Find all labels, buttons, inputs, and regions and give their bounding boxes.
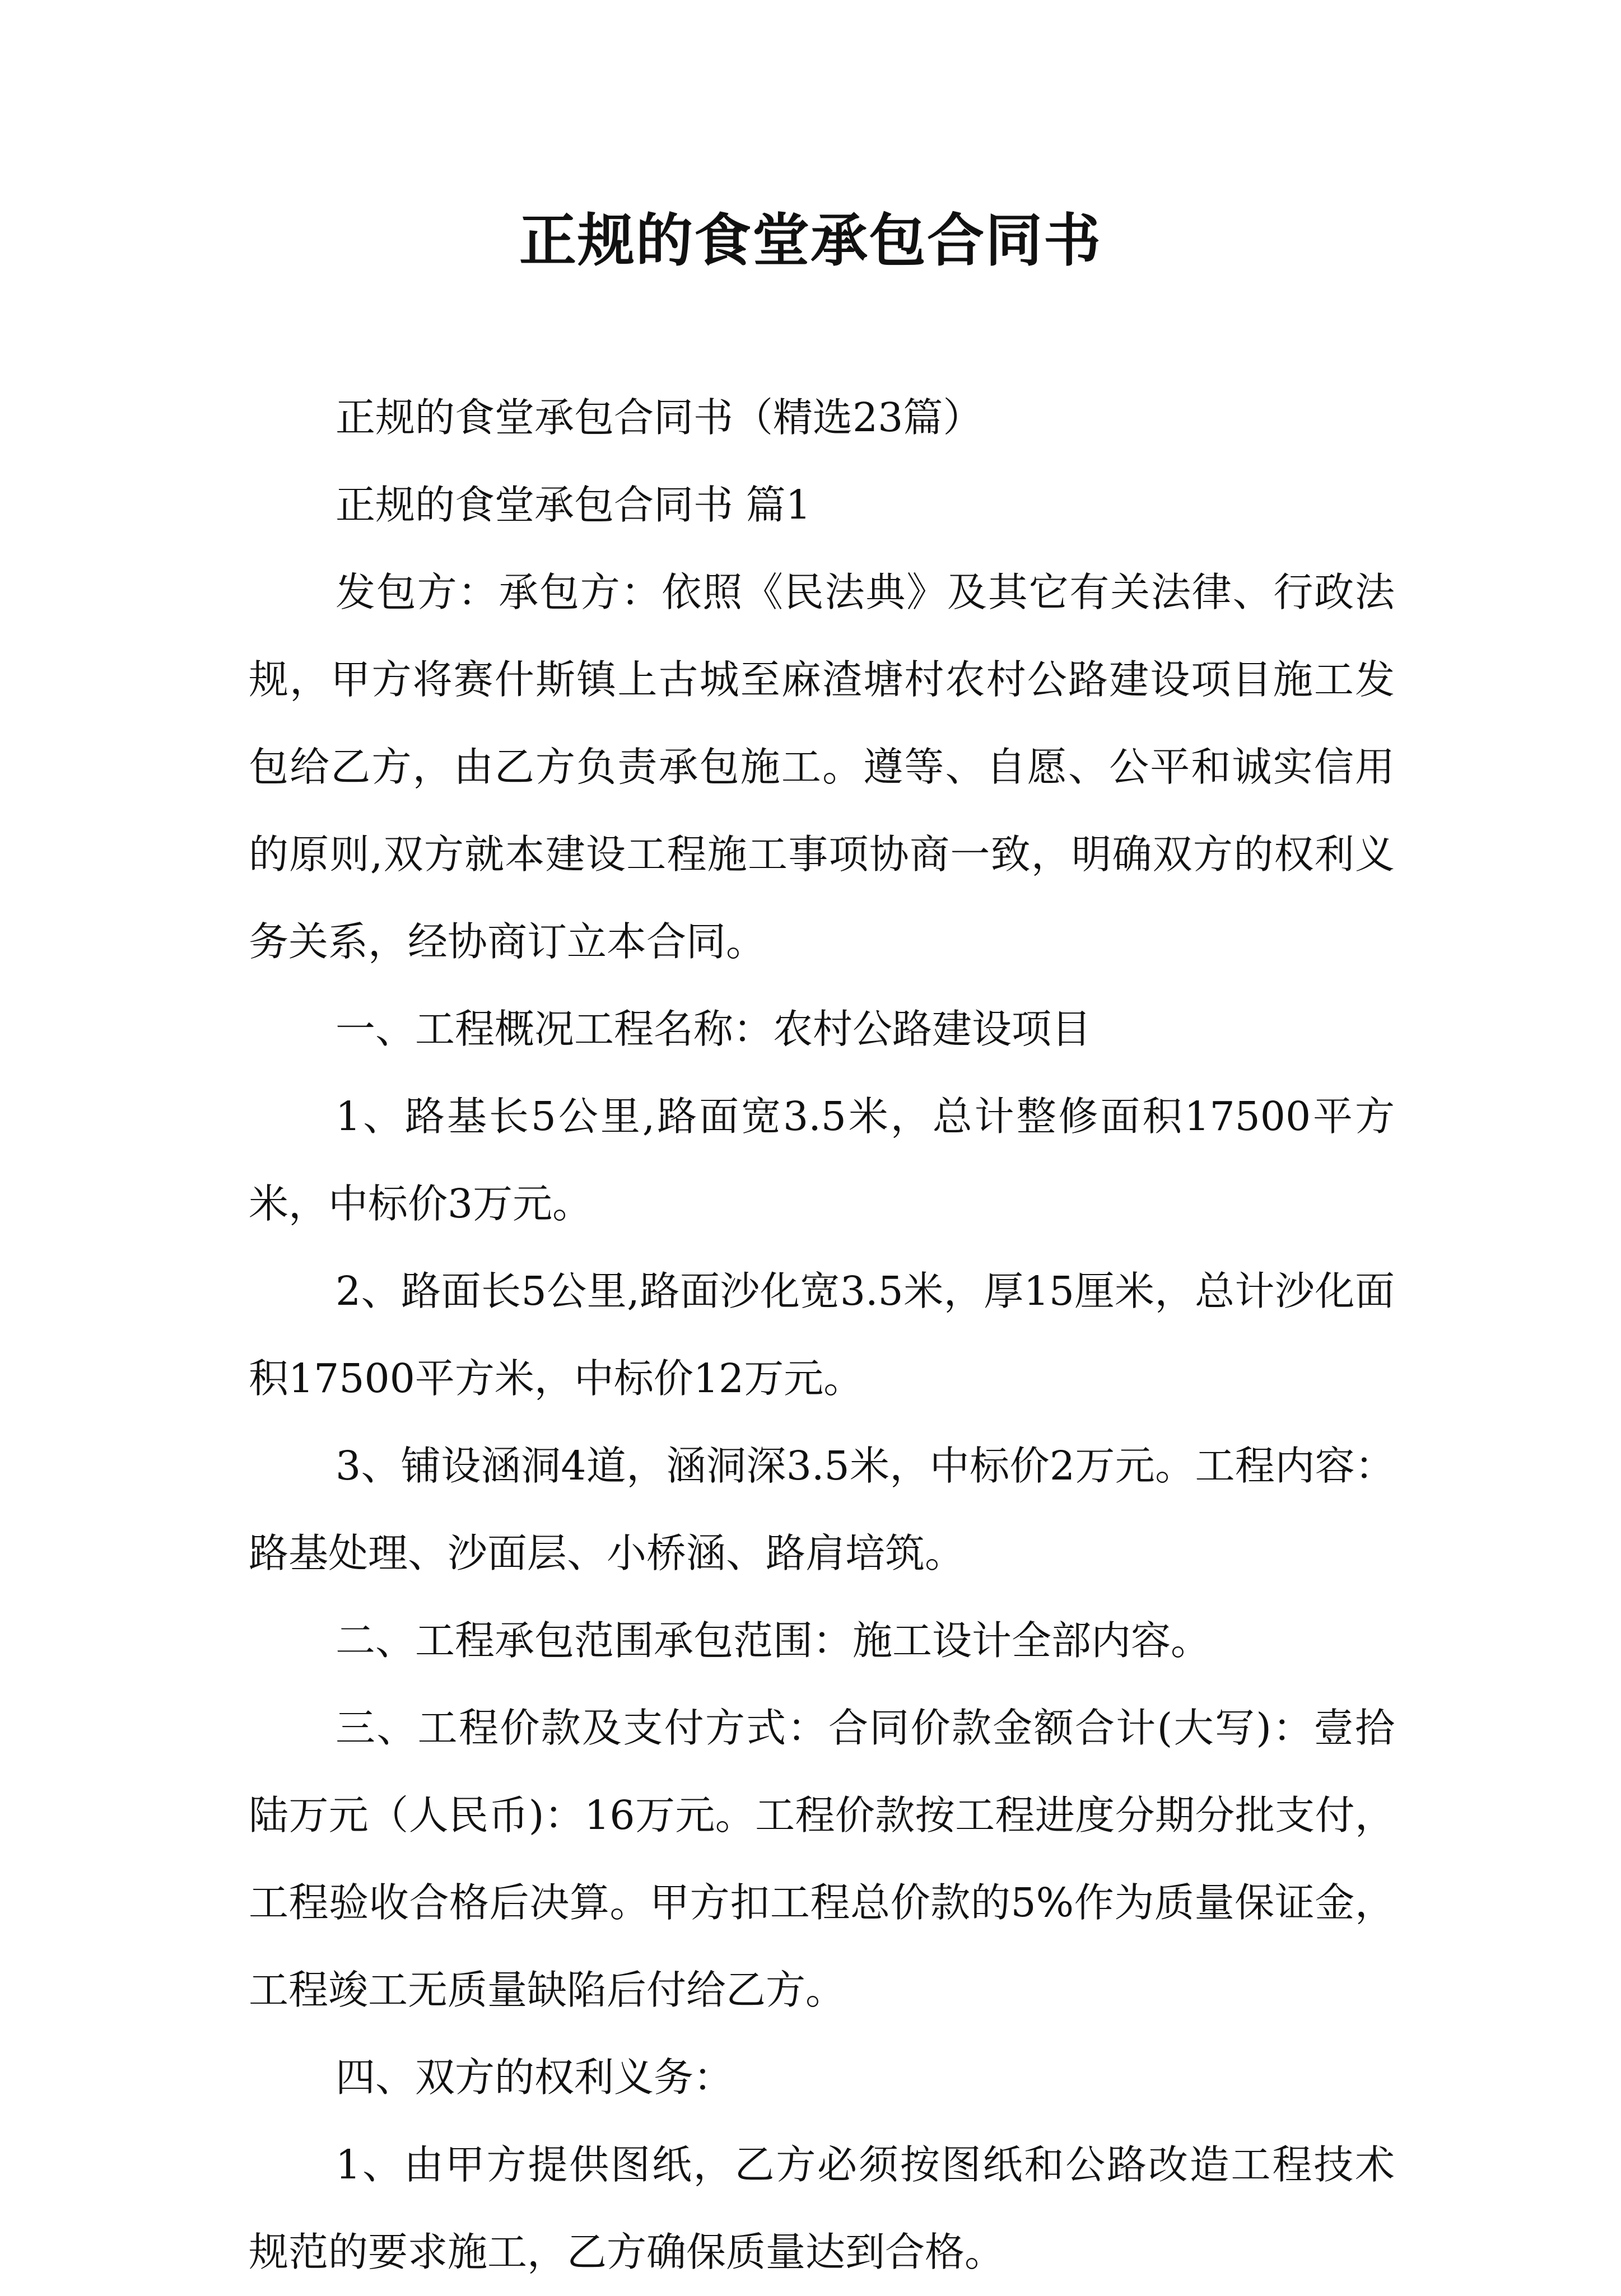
- paragraph-rights-heading: 四、双方的权利义务：: [336, 2054, 734, 2101]
- paragraph-section-heading: 正规的食堂承包合同书 篇1: [336, 482, 811, 528]
- paragraph-intro: 发包方：承包方：依照《民法典》及其它有关法律、行政法规，甲方将赛什斯镇上古城至麻渣塘村农村公路建设项目施工发包给乙方，由乙方负责承包施工。遵等、自愿、公平和诚实信用的原则,双方就本建设工程施工事项协商一致，明确双方的权利义务关系，经协商订立本合同。: [249, 569, 1395, 965]
- paragraph-item-1: 1、路基长5公里,路面宽3.5米，总计整修面积17500平方米，中标价3万元。: [249, 1093, 1395, 1227]
- paragraph-project-overview: 一、工程概况工程名称：农村公路建设项目: [336, 1006, 1092, 1052]
- paragraph-item-3: 3、铺设涵洞4道，涵洞深3.5米，中标价2万元。工程内容：路基处理、沙面层、小桥涵、路肩培筑。: [249, 1443, 1395, 1576]
- paragraph-item-2: 2、路面长5公里,路面沙化宽3.5米，厚15厘米，总计沙化面积17500平方米，中标价12万元。: [249, 1268, 1395, 1402]
- paragraph-scope: 二、工程承包范围承包范围：施工设计全部内容。: [336, 1617, 1211, 1664]
- paragraph-subtitle: 正规的食堂承包合同书（精选23篇）: [336, 394, 983, 441]
- paragraph-payment: 三、工程价款及支付方式：合同价款金额合计(大写)：壹拾陆万元（人民币)：16万元。工程价款按工程进度分期分批支付，工程验收合格后决算。甲方扣工程总价款的5%作为质量保证金，工程竣工无质量缺陷后付给乙方。: [249, 1705, 1395, 2013]
- document-title: 正规的食堂承包合同书: [519, 207, 1102, 274]
- document-body: [249, 374, 1395, 2296]
- paragraph-rights-item-1: 1、由甲方提供图纸，乙方必须按图纸和公路改造工程技术规范的要求施工，乙方确保质量达到合格。: [249, 2141, 1395, 2275]
